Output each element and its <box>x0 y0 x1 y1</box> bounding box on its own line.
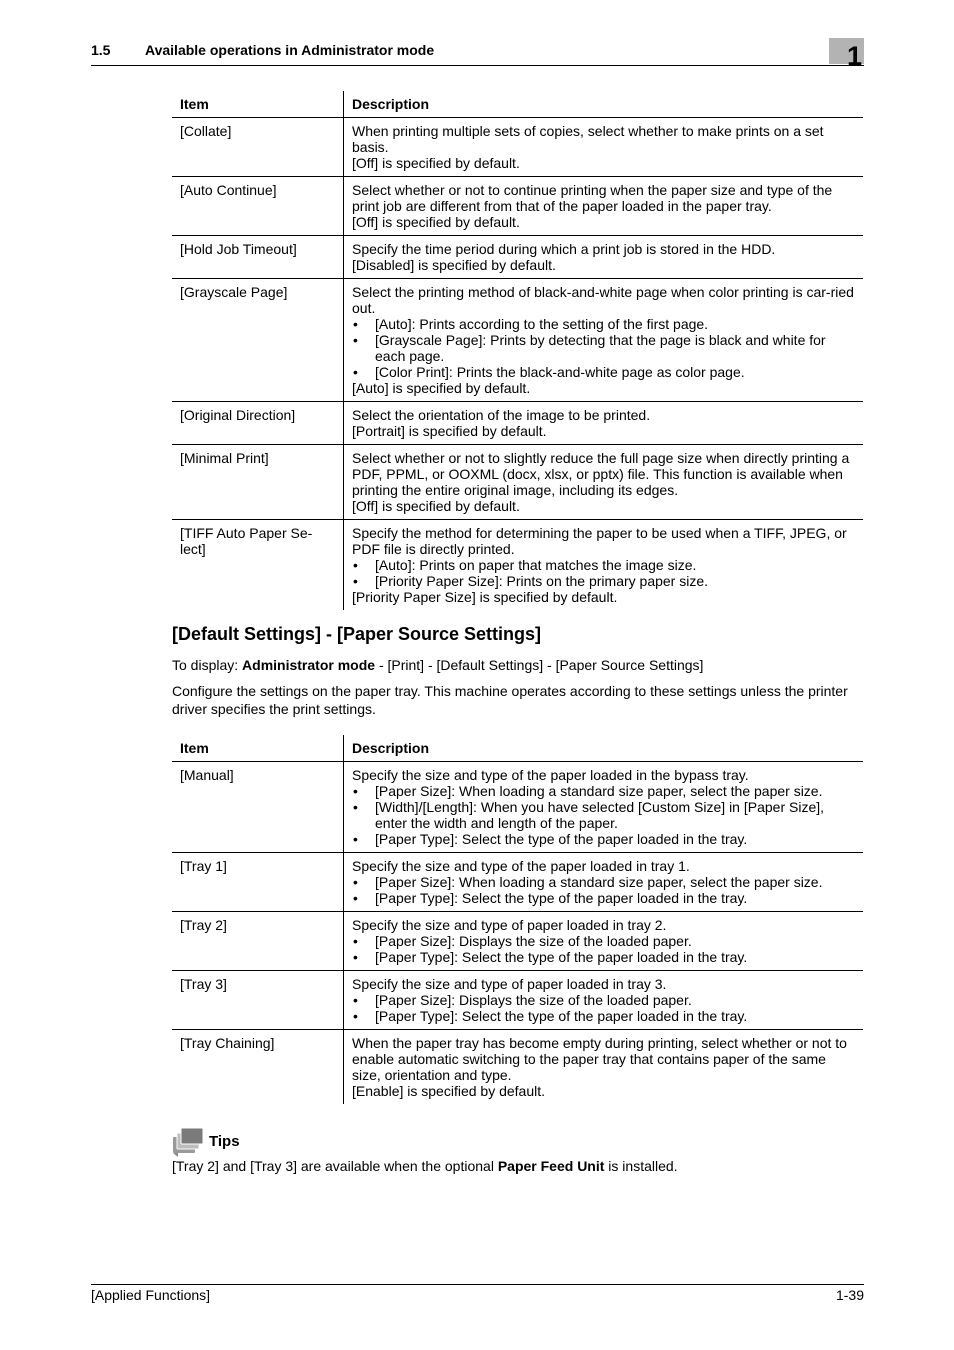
display-menu-path: - [Print] - [Default Settings] - [Paper Source Settings] <box>375 657 704 673</box>
item-cell: [Tray 1] <box>172 853 344 912</box>
bullet-list <box>352 992 855 1024</box>
description-line: [Portrait] is specified by default. <box>352 423 547 439</box>
page-number: 1-39 <box>835 1287 864 1303</box>
description-intro: Specify the method for determining the paper to be used when a TIFF, JPEG, or PDF file is directly printed. <box>352 525 847 557</box>
tips-text <box>172 1157 864 1175</box>
column-header-item: Item <box>172 735 344 762</box>
description-line: Select whether or not to slightly reduce the full page size when directly printing a PDF, PPML, or OOXML (docx, xlsx, or pptx) file. This function is available when printing the entire original image, including its edges. <box>352 450 850 498</box>
item-cell: [Tray Chaining] <box>172 1030 344 1105</box>
description-intro: Specify the size and type of paper loaded in tray 2. <box>352 917 667 933</box>
chapter-number: 1 <box>846 41 862 71</box>
description-line: [Off] is specified by default. <box>352 498 520 514</box>
bullet-item: • [Grayscale Page]: Prints by detecting that the page is black and white for each page. <box>352 332 855 364</box>
column-header-description: Description <box>344 91 864 118</box>
bullet-item: • [Paper Type]: Select the type of the paper loaded in the tray. <box>352 949 855 965</box>
table-row <box>172 853 863 912</box>
table-row <box>172 177 863 236</box>
tips-text-suffix: is installed. <box>604 1158 678 1174</box>
item-cell: [Hold Job Timeout] <box>172 236 344 279</box>
tips-label: Tips <box>209 1133 240 1150</box>
table-row <box>172 402 863 445</box>
item-cell: [Collate] <box>172 118 344 177</box>
item-cell: [TIFF Auto Paper Se-lect] <box>172 520 344 611</box>
description-default: [Priority Paper Size] is specified by default. <box>352 589 618 605</box>
description-cell <box>344 236 864 279</box>
description-line: When the paper tray has become empty during printing, select whether or not to enable automatic switching to the paper tray that contains paper of the same size, orientation and type. <box>352 1035 847 1083</box>
display-path <box>172 656 864 674</box>
table-row <box>172 236 863 279</box>
tips-icon <box>172 1126 206 1158</box>
bullet-item: • [Paper Type]: Select the type of the paper loaded in the tray. <box>352 890 855 906</box>
description-cell <box>344 402 864 445</box>
item-cell: [Auto Continue] <box>172 177 344 236</box>
bullet-item: • [Paper Type]: Select the type of the paper loaded in the tray. <box>352 1008 855 1024</box>
display-mode: Administrator mode <box>242 657 376 673</box>
bullet-item: • [Auto]: Prints according to the setting of the first page. <box>352 316 855 332</box>
description-cell <box>344 853 864 912</box>
description-intro: Specify the size and type of paper loaded in tray 3. <box>352 976 667 992</box>
bullet-list <box>352 933 855 965</box>
bullet-item: • [Paper Size]: When loading a standard size paper, select the paper size. <box>352 874 855 890</box>
bullet-list <box>352 557 855 589</box>
settings-table-1 <box>172 91 863 610</box>
description-cell <box>344 520 864 611</box>
item-cell: [Tray 3] <box>172 971 344 1030</box>
bullet-list <box>352 783 855 847</box>
bullet-list <box>352 874 855 906</box>
description-cell <box>344 177 864 236</box>
description-line: Select whether or not to continue printing when the paper size and type of the print job are different from that of the paper loaded in the paper tray. <box>352 182 833 214</box>
description-cell <box>344 912 864 971</box>
description-line: [Off] is specified by default. <box>352 155 520 171</box>
item-cell: [Grayscale Page] <box>172 279 344 402</box>
bullet-item: • [Paper Size]: Displays the size of the loaded paper. <box>352 933 855 949</box>
item-cell: [Tray 2] <box>172 912 344 971</box>
table-row <box>172 445 863 520</box>
column-header-item: Item <box>172 91 344 118</box>
table-row <box>172 1030 863 1105</box>
tips-text-prefix: [Tray 2] and [Tray 3] are available when the optional <box>172 1158 498 1174</box>
section-heading: [Default Settings] - [Paper Source Settings] <box>172 624 542 644</box>
bullet-item: • [Paper Size]: When loading a standard size paper, select the paper size. <box>352 783 855 799</box>
bullet-item: • [Paper Size]: Displays the size of the loaded paper. <box>352 992 855 1008</box>
section-number: 1.5 <box>91 42 111 58</box>
description-line: Specify the time period during which a print job is stored in the HDD. <box>352 241 776 257</box>
description-default: [Auto] is specified by default. <box>352 380 531 396</box>
table-row <box>172 279 863 402</box>
page-footer <box>91 1284 864 1303</box>
table-row <box>172 520 863 611</box>
footer-title: [Applied Functions] <box>91 1287 211 1303</box>
item-cell: [Original Direction] <box>172 402 344 445</box>
description-cell <box>344 279 864 402</box>
description-line: [Off] is specified by default. <box>352 214 520 230</box>
table-row <box>172 762 863 853</box>
table-row <box>172 971 863 1030</box>
item-cell: [Manual] <box>172 762 344 853</box>
bullet-list <box>352 316 855 380</box>
bullet-item: • [Width]/[Length]: When you have selected [Custom Size] in [Paper Size], enter the width and length of the paper. <box>352 799 855 831</box>
chapter-badge <box>829 38 864 71</box>
section-description: Configure the settings on the paper tray. This machine operates according to these settings unless the printer driver specifies the print settings. <box>172 683 848 717</box>
description-cell <box>344 762 864 853</box>
bullet-item: • [Color Print]: Prints the black-and-white page as color page. <box>352 364 855 380</box>
description-cell <box>344 971 864 1030</box>
column-header-description: Description <box>344 735 864 762</box>
section-title: Available operations in Administrator mode <box>145 42 435 58</box>
bullet-item: • [Priority Paper Size]: Prints on the primary paper size. <box>352 573 855 589</box>
table-row <box>172 912 863 971</box>
description-line: [Disabled] is specified by default. <box>352 257 556 273</box>
table-row <box>172 118 863 177</box>
description-line: When printing multiple sets of copies, select whether to make prints on a set basis. <box>352 123 824 155</box>
item-cell: [Minimal Print] <box>172 445 344 520</box>
description-cell <box>344 445 864 520</box>
page-header <box>91 41 864 71</box>
tips-text-bold: Paper Feed Unit <box>497 1158 605 1174</box>
settings-table-2 <box>172 735 863 1104</box>
bullet-item: • [Auto]: Prints on paper that matches the image size. <box>352 557 855 573</box>
description-intro: Specify the size and type of the paper loaded in tray 1. <box>352 858 690 874</box>
display-prefix: To display: <box>172 657 243 673</box>
description-cell <box>344 1030 864 1105</box>
description-line: Select the orientation of the image to be printed. <box>352 407 651 423</box>
description-intro: Select the printing method of black-and-white page when color printing is car-ried out. <box>352 284 854 316</box>
description-intro: Specify the size and type of the paper loaded in the bypass tray. <box>352 767 749 783</box>
description-line: [Enable] is specified by default. <box>352 1083 546 1099</box>
description-cell <box>344 118 864 177</box>
bullet-item: • [Paper Type]: Select the type of the paper loaded in the tray. <box>352 831 855 847</box>
